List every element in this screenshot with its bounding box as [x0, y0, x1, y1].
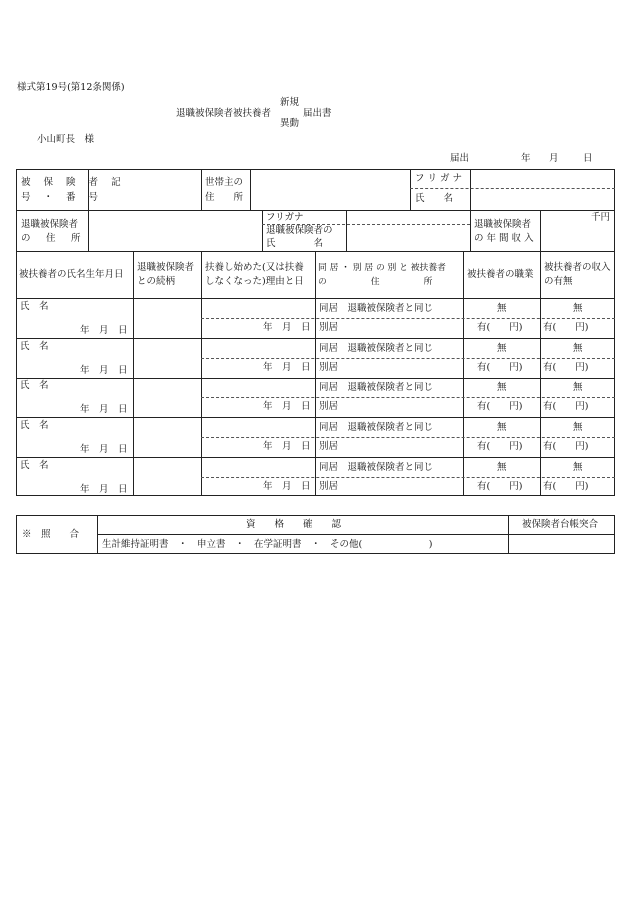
row-name-label: 氏 名 — [20, 380, 49, 391]
verification-label: ※ 照 合 — [22, 529, 80, 540]
household-head-label-2: 住 所 — [205, 192, 244, 203]
form-title: 退職被保険者被扶養者 — [176, 108, 272, 119]
name-label: 氏 名 — [415, 193, 454, 204]
row-occupation-yes[interactable]: 有( 円) — [477, 441, 523, 452]
retired-address-field[interactable] — [89, 211, 261, 250]
row-separate-option[interactable]: 別居 — [319, 441, 339, 452]
row-name-label: 氏 名 — [20, 420, 49, 431]
title-option-change: 異動 — [280, 118, 300, 129]
row-cohabit-option[interactable]: 同居 退職被保険者と同じ — [319, 462, 434, 473]
furigana-field[interactable] — [471, 170, 614, 187]
row-occupation-none[interactable]: 無 — [497, 422, 507, 433]
ledger-check-label: 被保険者台帳突合 — [522, 519, 599, 530]
row-cohabit-option[interactable]: 同居 退職被保険者と同じ — [319, 382, 434, 393]
retired-furigana-label: フリガナ — [266, 212, 304, 223]
row-occupation-none[interactable]: 無 — [497, 462, 507, 473]
title-suffix: 届出書 — [303, 108, 332, 119]
annual-income-field[interactable] — [541, 224, 614, 250]
retired-name-field[interactable] — [347, 226, 469, 250]
date-month: 月 — [549, 153, 559, 164]
annual-income-label-2: の 年 間 収 入 — [474, 233, 534, 244]
col-residence-2: の 住 所 — [318, 277, 433, 287]
row-occupation-yes[interactable]: 有( 円) — [477, 322, 523, 333]
row-dob: 年 月 日 — [80, 325, 128, 336]
row-cohabit-option[interactable]: 同居 退職被保険者と同じ — [319, 343, 434, 354]
form-number: 様式第19号(第12条関係) — [17, 82, 125, 93]
date-label: 届出 — [450, 153, 470, 164]
row-name-label: 氏 名 — [20, 301, 49, 312]
row-income-none[interactable]: 無 — [573, 462, 583, 473]
col-income: 被扶養者の収入 — [544, 262, 611, 273]
row-separate-option[interactable]: 別居 — [319, 481, 339, 492]
row-occupation-none[interactable]: 無 — [497, 382, 507, 393]
col-reason-2: しなくなった)理由と日 — [205, 276, 304, 287]
row-separate-option[interactable]: 別居 — [319, 322, 339, 333]
row-name-label: 氏 名 — [20, 341, 49, 352]
row-dob: 年 月 日 — [80, 365, 128, 376]
col-residence: 同 居 ・ 別 居 の 別 と 被扶養者 — [318, 263, 446, 273]
row-dob: 年 月 日 — [80, 404, 128, 415]
retired-address-label-2: の 住 所 — [21, 233, 84, 244]
retired-address-label: 退職被保険者 — [21, 219, 79, 230]
retired-name-label: 退職被保険者の — [266, 225, 333, 236]
row-dob: 年 月 日 — [80, 484, 128, 495]
col-income-2: の有無 — [544, 276, 573, 287]
col-dependent-name-dob: 被扶養者の氏名生年月日 — [19, 269, 124, 280]
row-income-none[interactable]: 無 — [573, 422, 583, 433]
furigana-label: フ リ ガ ナ — [415, 173, 463, 184]
row-reason-date: 年 月 日 — [263, 441, 311, 452]
row-income-yes[interactable]: 有( 円) — [543, 322, 589, 333]
retired-name-label-2: 氏 名 — [266, 238, 324, 249]
row-reason-date: 年 月 日 — [263, 322, 311, 333]
row-occupation-yes[interactable]: 有( 円) — [477, 401, 523, 412]
insured-id-label: 被 保 険 者 記 — [21, 177, 126, 188]
row-occupation-none[interactable]: 無 — [497, 303, 507, 314]
row-income-yes[interactable]: 有( 円) — [543, 481, 589, 492]
col-reason: 扶養し始めた(又は扶養 — [205, 262, 304, 273]
row-separate-option[interactable]: 別居 — [319, 401, 339, 412]
date-year: 年 — [521, 153, 531, 164]
document-options: 生計維持証明書 ・ 申立書 ・ 在学証明書 ・ その他( ) — [102, 539, 433, 550]
insured-id-label-2: 号 ・ 番 号 — [21, 192, 104, 203]
row-income-none[interactable]: 無 — [573, 382, 583, 393]
row-occupation-yes[interactable]: 有( 円) — [477, 481, 523, 492]
household-head-label: 世帯主の — [205, 177, 244, 188]
row-income-none[interactable]: 無 — [573, 303, 583, 314]
row-income-none[interactable]: 無 — [573, 343, 583, 354]
row-separate-option[interactable]: 別居 — [319, 362, 339, 373]
row-occupation-none[interactable]: 無 — [497, 343, 507, 354]
qualification-label: 資 格 確 認 — [246, 519, 342, 530]
col-occupation: 被扶養者の職業 — [467, 269, 534, 280]
retired-furigana-field[interactable] — [347, 211, 469, 223]
title-option-new: 新規 — [280, 97, 300, 108]
row-income-yes[interactable]: 有( 円) — [543, 401, 589, 412]
row-occupation-yes[interactable]: 有( 円) — [477, 362, 523, 373]
household-head-address-field[interactable] — [251, 170, 409, 209]
row-cohabit-option[interactable]: 同居 退職被保険者と同じ — [319, 303, 434, 314]
ledger-check-field[interactable] — [509, 535, 614, 553]
annual-income-label: 退職被保険者 — [474, 219, 532, 230]
addressee: 小山町長 様 — [37, 134, 95, 145]
date-day: 日 — [583, 153, 593, 164]
row-income-yes[interactable]: 有( 円) — [543, 441, 589, 452]
row-reason-date: 年 月 日 — [263, 481, 311, 492]
col-relationship-2: との続柄 — [137, 276, 176, 287]
row-cohabit-option[interactable]: 同居 退職被保険者と同じ — [319, 422, 434, 433]
col-relationship: 退職被保険者 — [137, 262, 195, 273]
row-name-label: 氏 名 — [20, 460, 49, 471]
insured-id-field[interactable] — [89, 170, 200, 209]
row-reason-date: 年 月 日 — [263, 362, 311, 373]
row-dob: 年 月 日 — [80, 444, 128, 455]
name-field[interactable] — [471, 189, 614, 209]
income-unit: 千円 — [591, 212, 611, 223]
row-income-yes[interactable]: 有( 円) — [543, 362, 589, 373]
row-reason-date: 年 月 日 — [263, 401, 311, 412]
